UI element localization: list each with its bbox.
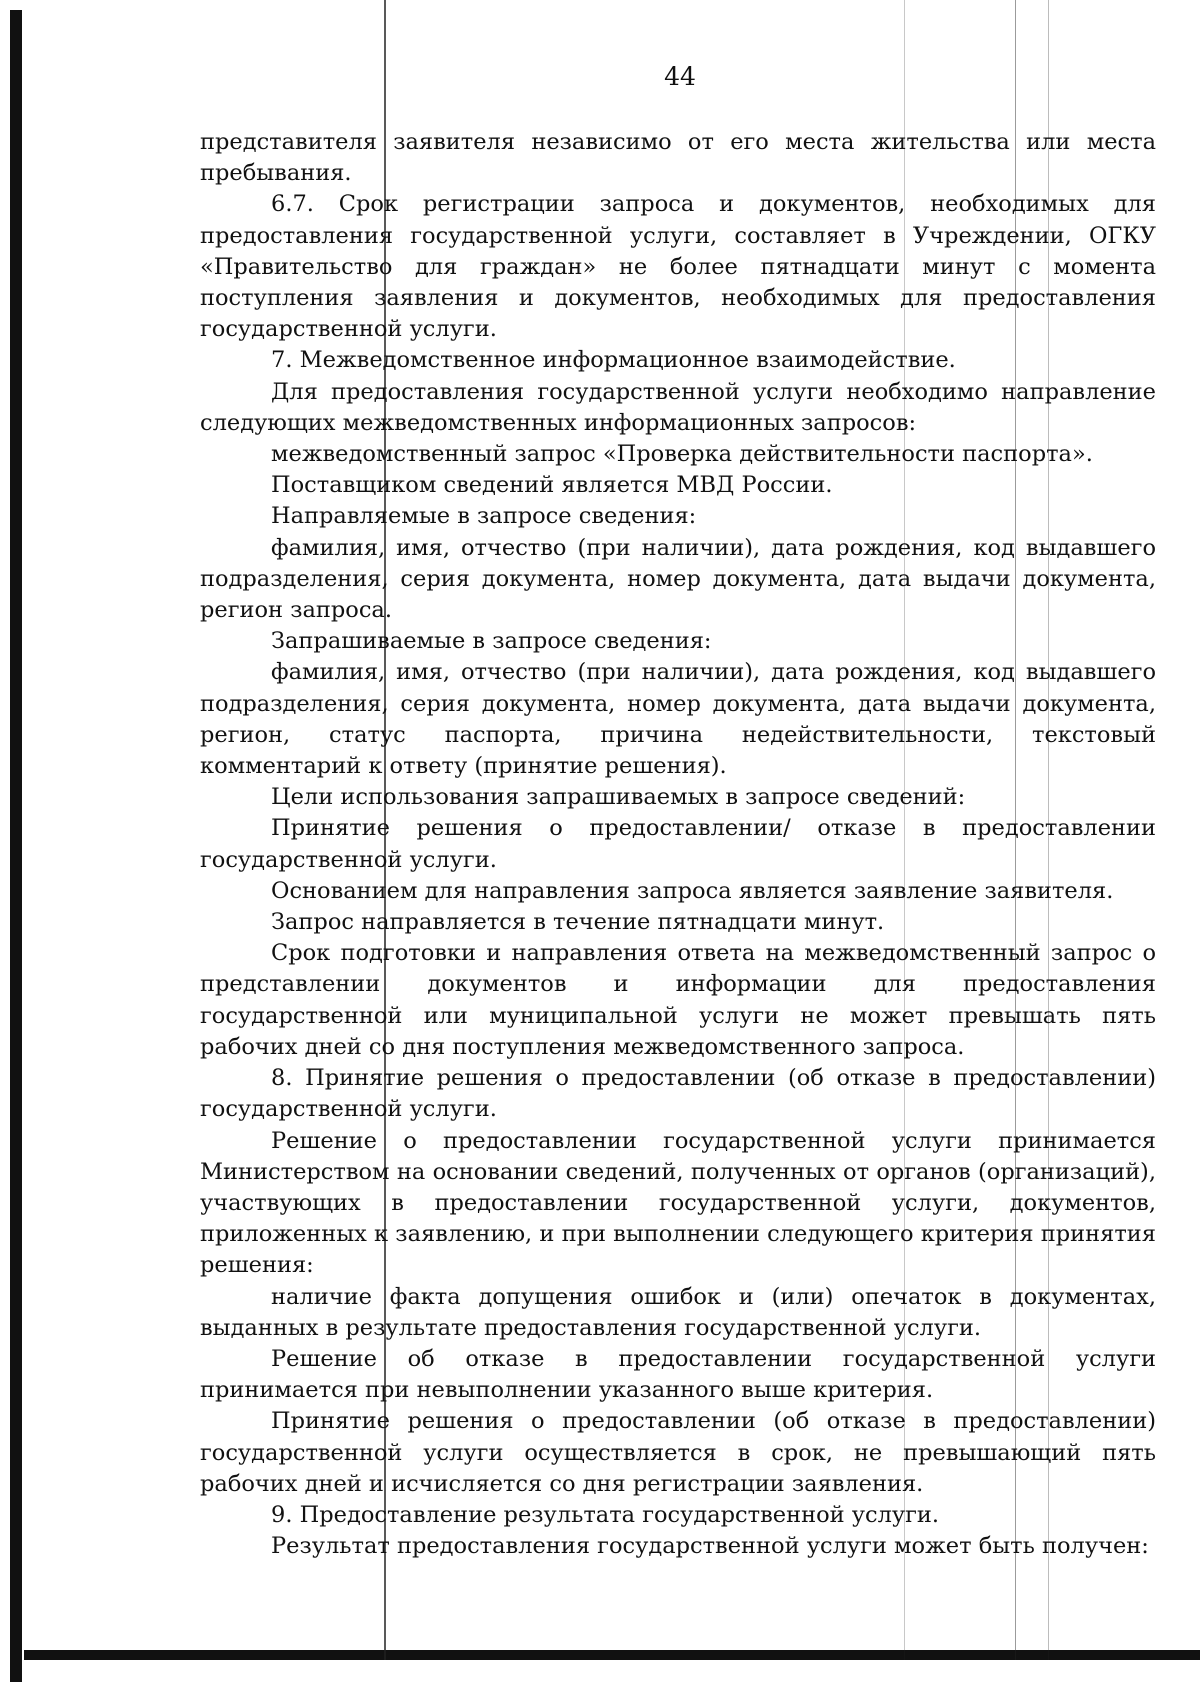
paragraph: Направляемые в запросе сведения: — [271, 503, 697, 530]
paragraph: Поставщиком сведений является МВД России. — [271, 472, 833, 499]
section-heading: 9. Предоставление результата государственной услуги. — [271, 1501, 940, 1528]
paragraph: Принятие решения о предоставлении (об отказе в предоставлении) государственной услуги осуществляется в срок, не превышающий пять рабочих дней и исчисляется со дня регистрации заявления. — [200, 1408, 1156, 1497]
document-body — [200, 127, 1156, 1562]
paragraph: фамилия, имя, отчество (при наличии), дата рождения, код выдавшего подразделения, серия документа, номер документа, дата выдачи документа, регион запроса. — [200, 534, 1156, 624]
paragraph: Решение об отказе в предоставлении государственной услуги принимается при невыполнении указанного выше критерия. — [200, 1345, 1156, 1404]
scan-edge-left — [10, 10, 22, 1682]
scan-edge-bottom — [24, 1650, 1200, 1660]
paragraph: Основанием для направления запроса является заявление заявителя. — [271, 877, 1114, 904]
paragraph: 6.7. Срок регистрации запроса и документов, необходимых для предоставления государственной услуги, составляет в Учреждении, ОГКУ «Правительство для граждан» не более пятнадцати минут с момента поступления заявления и документов, необходимых для предоставления государственной услуги. — [200, 191, 1156, 343]
section-heading: 8. Принятие решения о предоставлении (об отказе в предоставлении) государственной услуги. — [200, 1065, 1156, 1123]
paragraph: Цели использования запрашиваемых в запросе сведений: — [271, 784, 966, 811]
paragraph: Принятие решения о предоставлении/ отказе в предоставлении государственной услуги. — [200, 815, 1156, 873]
paragraph: Запрос направляется в течение пятнадцати минут. — [271, 909, 885, 936]
paragraph: Запрашиваемые в запросе сведения: — [271, 628, 712, 655]
page-number: 44 — [664, 62, 696, 91]
paragraph: Результат предоставления государственной услуги может быть получен: — [271, 1533, 1149, 1560]
paragraph: представителя заявителя независимо от его места жительства или места пребывания. — [200, 129, 1156, 187]
paragraph: Решение о предоставлении государственной услуги принимается Министерством на основании сведений, полученных от органов (организаций), участвующих в предоставлении государственной услуги, документов, приложенных к заявлению, и при выполнении следующего критерия принятия решения: — [200, 1127, 1156, 1279]
paragraph: Срок подготовки и направления ответа на межведомственный запрос о представлении документов и информации для предоставления государственной или муниципальной услуги не может превышать пять рабочих дней со дня поступления межведомственного запроса. — [200, 940, 1156, 1060]
paragraph: Для предоставления государственной услуги необходимо направление следующих межведомственных информационных запросов: — [200, 378, 1156, 436]
paragraph: межведомственный запрос «Проверка действительности паспорта». — [271, 441, 1093, 468]
paragraph: наличие факта допущения ошибок и (или) опечаток в документах, выданных в результате предоставления государственной услуги. — [200, 1283, 1156, 1341]
paragraph: фамилия, имя, отчество (при наличии), дата рождения, код выдавшего подразделения, серия документа, номер документа, дата выдачи документа, регион, статус паспорта, причина недействительности, текстовый комментарий к ответу (принятие решения). — [200, 659, 1156, 780]
section-heading: 7. Межведомственное информационное взаимодействие. — [271, 347, 956, 374]
